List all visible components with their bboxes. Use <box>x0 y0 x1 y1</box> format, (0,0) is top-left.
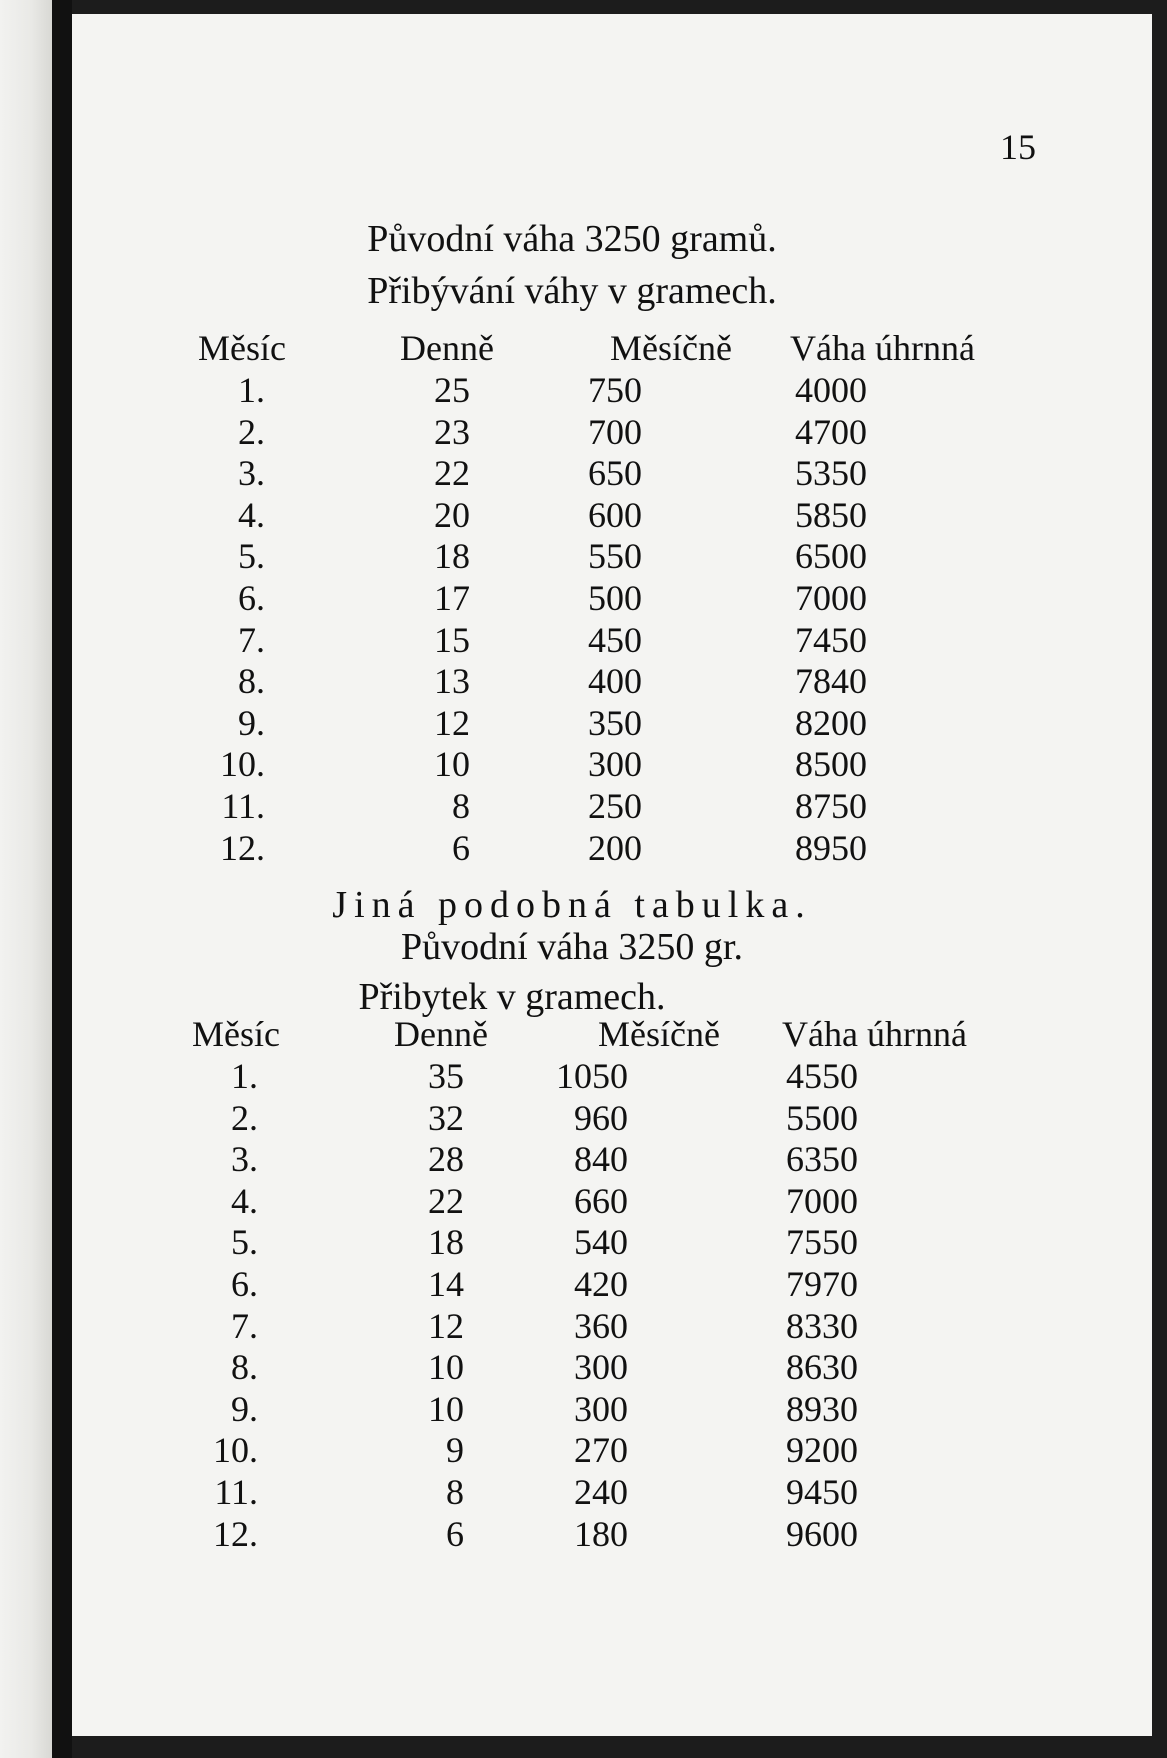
table1-row <box>72 746 1152 788</box>
table1-row <box>72 538 1152 580</box>
table1-cell: 8750 <box>795 786 867 826</box>
table1-header-cell: Měsíčně <box>610 328 732 368</box>
table1-cell: 300 <box>588 744 642 785</box>
table2-cell: 840 <box>574 1139 628 1180</box>
table2-row <box>72 1224 1152 1266</box>
table1-cell: 23 <box>434 411 470 452</box>
table2-title: Jiná podobná tabulka. <box>332 884 812 926</box>
table2-cell: 8 <box>446 1472 464 1512</box>
table1-cell: 400 <box>588 661 642 702</box>
table1-row <box>72 619 1152 664</box>
table2-header-cell: Měsíčně <box>598 1014 720 1054</box>
table1-cell: 2. <box>238 411 265 452</box>
table2-cell: 6 <box>446 1513 464 1554</box>
table1-cell: 11. <box>221 786 265 826</box>
table1-row <box>72 372 1152 414</box>
table1-header-cell: Denně <box>400 328 494 368</box>
table2-cell: 11. <box>214 1472 258 1512</box>
table1-cell: 650 <box>588 453 642 494</box>
table1-cell: 7840 <box>795 661 867 702</box>
table2-row <box>72 1058 1152 1100</box>
table1-row <box>72 580 1152 622</box>
table1-header-row <box>72 330 1152 372</box>
table2-row <box>72 1097 1152 1142</box>
table1-cell: 550 <box>588 536 642 577</box>
table2-row <box>72 1388 1152 1433</box>
table2-cell: 9450 <box>786 1472 858 1512</box>
table1-cell: 750 <box>588 370 642 410</box>
table1-cell: 500 <box>588 578 642 618</box>
table1-cell: 8 <box>452 786 470 826</box>
table1-cell: 700 <box>588 411 642 452</box>
table1-cell: 18 <box>434 536 470 577</box>
table2-cell: 4550 <box>786 1056 858 1096</box>
table2-cell: 14 <box>428 1264 464 1304</box>
table1-cell: 4700 <box>795 411 867 452</box>
table2-cell: 22 <box>428 1180 464 1221</box>
table2-cell: 1. <box>231 1056 258 1096</box>
table2-cell: 10 <box>428 1388 464 1429</box>
facing-page-edge <box>0 0 52 1758</box>
table2-row <box>72 1141 1152 1183</box>
table2-cell: 9. <box>231 1388 258 1429</box>
table1-cell: 9. <box>238 702 265 743</box>
table1-cell: 20 <box>434 494 470 535</box>
table2-cell: 1050 <box>556 1056 628 1096</box>
table2-cell: 8. <box>231 1347 258 1388</box>
table2-cell: 35 <box>428 1056 464 1096</box>
table1-title: Původní váha 3250 gramů. <box>367 218 777 260</box>
table1-cell: 12. <box>220 827 265 868</box>
table1-cell: 13 <box>434 661 470 702</box>
table1-cell: 350 <box>588 702 642 743</box>
table1-cell: 3. <box>238 453 265 494</box>
table1-cell: 22 <box>434 453 470 494</box>
table2-row <box>72 1432 1152 1474</box>
table2-cell: 5. <box>231 1222 258 1263</box>
table1-header-cell: Váha úhrnná <box>790 328 975 368</box>
table1-cell: 1. <box>238 370 265 410</box>
table1-cell: 600 <box>588 494 642 535</box>
table2-cell: 6. <box>231 1264 258 1304</box>
table2-cell: 4. <box>231 1180 258 1221</box>
table1-row <box>72 702 1152 747</box>
table2-cell: 240 <box>574 1472 628 1512</box>
book-page <box>72 14 1152 1736</box>
table1-row <box>72 455 1152 497</box>
table2-cell: 5500 <box>786 1097 858 1138</box>
table1-row <box>72 788 1152 830</box>
table2-cell: 10 <box>428 1347 464 1388</box>
table1-cell: 8. <box>238 661 265 702</box>
table1-subtitle: Přibývání váhy v gramech. <box>367 270 777 312</box>
table1-cell: 8950 <box>795 827 867 868</box>
table2-cell: 12. <box>213 1513 258 1554</box>
table1-cell: 8500 <box>795 744 867 785</box>
table2-cell: 9200 <box>786 1430 858 1471</box>
table1-cell: 7000 <box>795 578 867 618</box>
table1-cell: 6500 <box>795 536 867 577</box>
table2-cell: 960 <box>574 1097 628 1138</box>
table2-cell: 10. <box>213 1430 258 1471</box>
table2-cell: 12 <box>428 1305 464 1346</box>
table2-header-row <box>72 1016 1152 1058</box>
table2-cell: 9 <box>446 1430 464 1471</box>
table2-cell: 8630 <box>786 1347 858 1388</box>
table2-cell: 8330 <box>786 1305 858 1346</box>
table1-row <box>72 494 1152 539</box>
table2-cell: 6350 <box>786 1139 858 1180</box>
table1-cell: 25 <box>434 370 470 410</box>
table1-row <box>72 411 1152 456</box>
table1-cell: 17 <box>434 578 470 618</box>
table2-row <box>72 1349 1152 1391</box>
table2-cell: 360 <box>574 1305 628 1346</box>
table2-header-cell: Váha úhrnná <box>782 1014 967 1054</box>
table2-row <box>72 1305 1152 1350</box>
table2-row <box>72 1266 1152 1308</box>
table1-cell: 6 <box>452 827 470 868</box>
table2-cell: 300 <box>574 1388 628 1429</box>
table2-cell: 2. <box>231 1097 258 1138</box>
table2-cell: 7. <box>231 1305 258 1346</box>
table2-cell: 18 <box>428 1222 464 1263</box>
table2-subtitle: Původní váha 3250 gr. <box>401 926 743 968</box>
table1-cell: 12 <box>434 702 470 743</box>
table2-cell: 32 <box>428 1097 464 1138</box>
table2-cell: 7000 <box>786 1180 858 1221</box>
table1-cell: 8200 <box>795 702 867 743</box>
table1-cell: 10 <box>434 744 470 785</box>
table2-header-cell: Denně <box>394 1014 488 1054</box>
table2-row <box>72 1513 1152 1558</box>
table1-cell: 10. <box>220 744 265 785</box>
table1-cell: 5. <box>238 536 265 577</box>
table2-cell: 7970 <box>786 1264 858 1304</box>
table1-cell: 7450 <box>795 619 867 660</box>
table1-cell: 4. <box>238 494 265 535</box>
table1-cell: 5350 <box>795 453 867 494</box>
table1-header-cell: Měsíc <box>198 328 286 368</box>
table1-cell: 6. <box>238 578 265 618</box>
table2-cell: 180 <box>574 1513 628 1554</box>
table1-row <box>72 827 1152 872</box>
table2-cell: 300 <box>574 1347 628 1388</box>
table2-cell: 540 <box>574 1222 628 1263</box>
table2-caption: Přibytek v gramech. <box>358 976 666 1018</box>
table1-cell: 15 <box>434 619 470 660</box>
table1-row <box>72 663 1152 705</box>
table2-cell: 420 <box>574 1264 628 1304</box>
table2-row <box>72 1474 1152 1516</box>
table2-cell: 660 <box>574 1180 628 1221</box>
table2-row <box>72 1180 1152 1225</box>
table2-header-cell: Měsíc <box>192 1014 280 1054</box>
table2-cell: 270 <box>574 1430 628 1471</box>
table2-cell: 9600 <box>786 1513 858 1554</box>
table1-cell: 4000 <box>795 370 867 410</box>
table2-cell: 28 <box>428 1139 464 1180</box>
table2-cell: 8930 <box>786 1388 858 1429</box>
table1-cell: 7. <box>238 619 265 660</box>
table2-cell: 7550 <box>786 1222 858 1263</box>
table2-cell: 3. <box>231 1139 258 1180</box>
table1-cell: 200 <box>588 827 642 868</box>
page-number: 15 <box>1000 127 1036 167</box>
book-gutter <box>52 0 72 1758</box>
table1-cell: 450 <box>588 619 642 660</box>
table1-cell: 250 <box>588 786 642 826</box>
table1-cell: 5850 <box>795 494 867 535</box>
